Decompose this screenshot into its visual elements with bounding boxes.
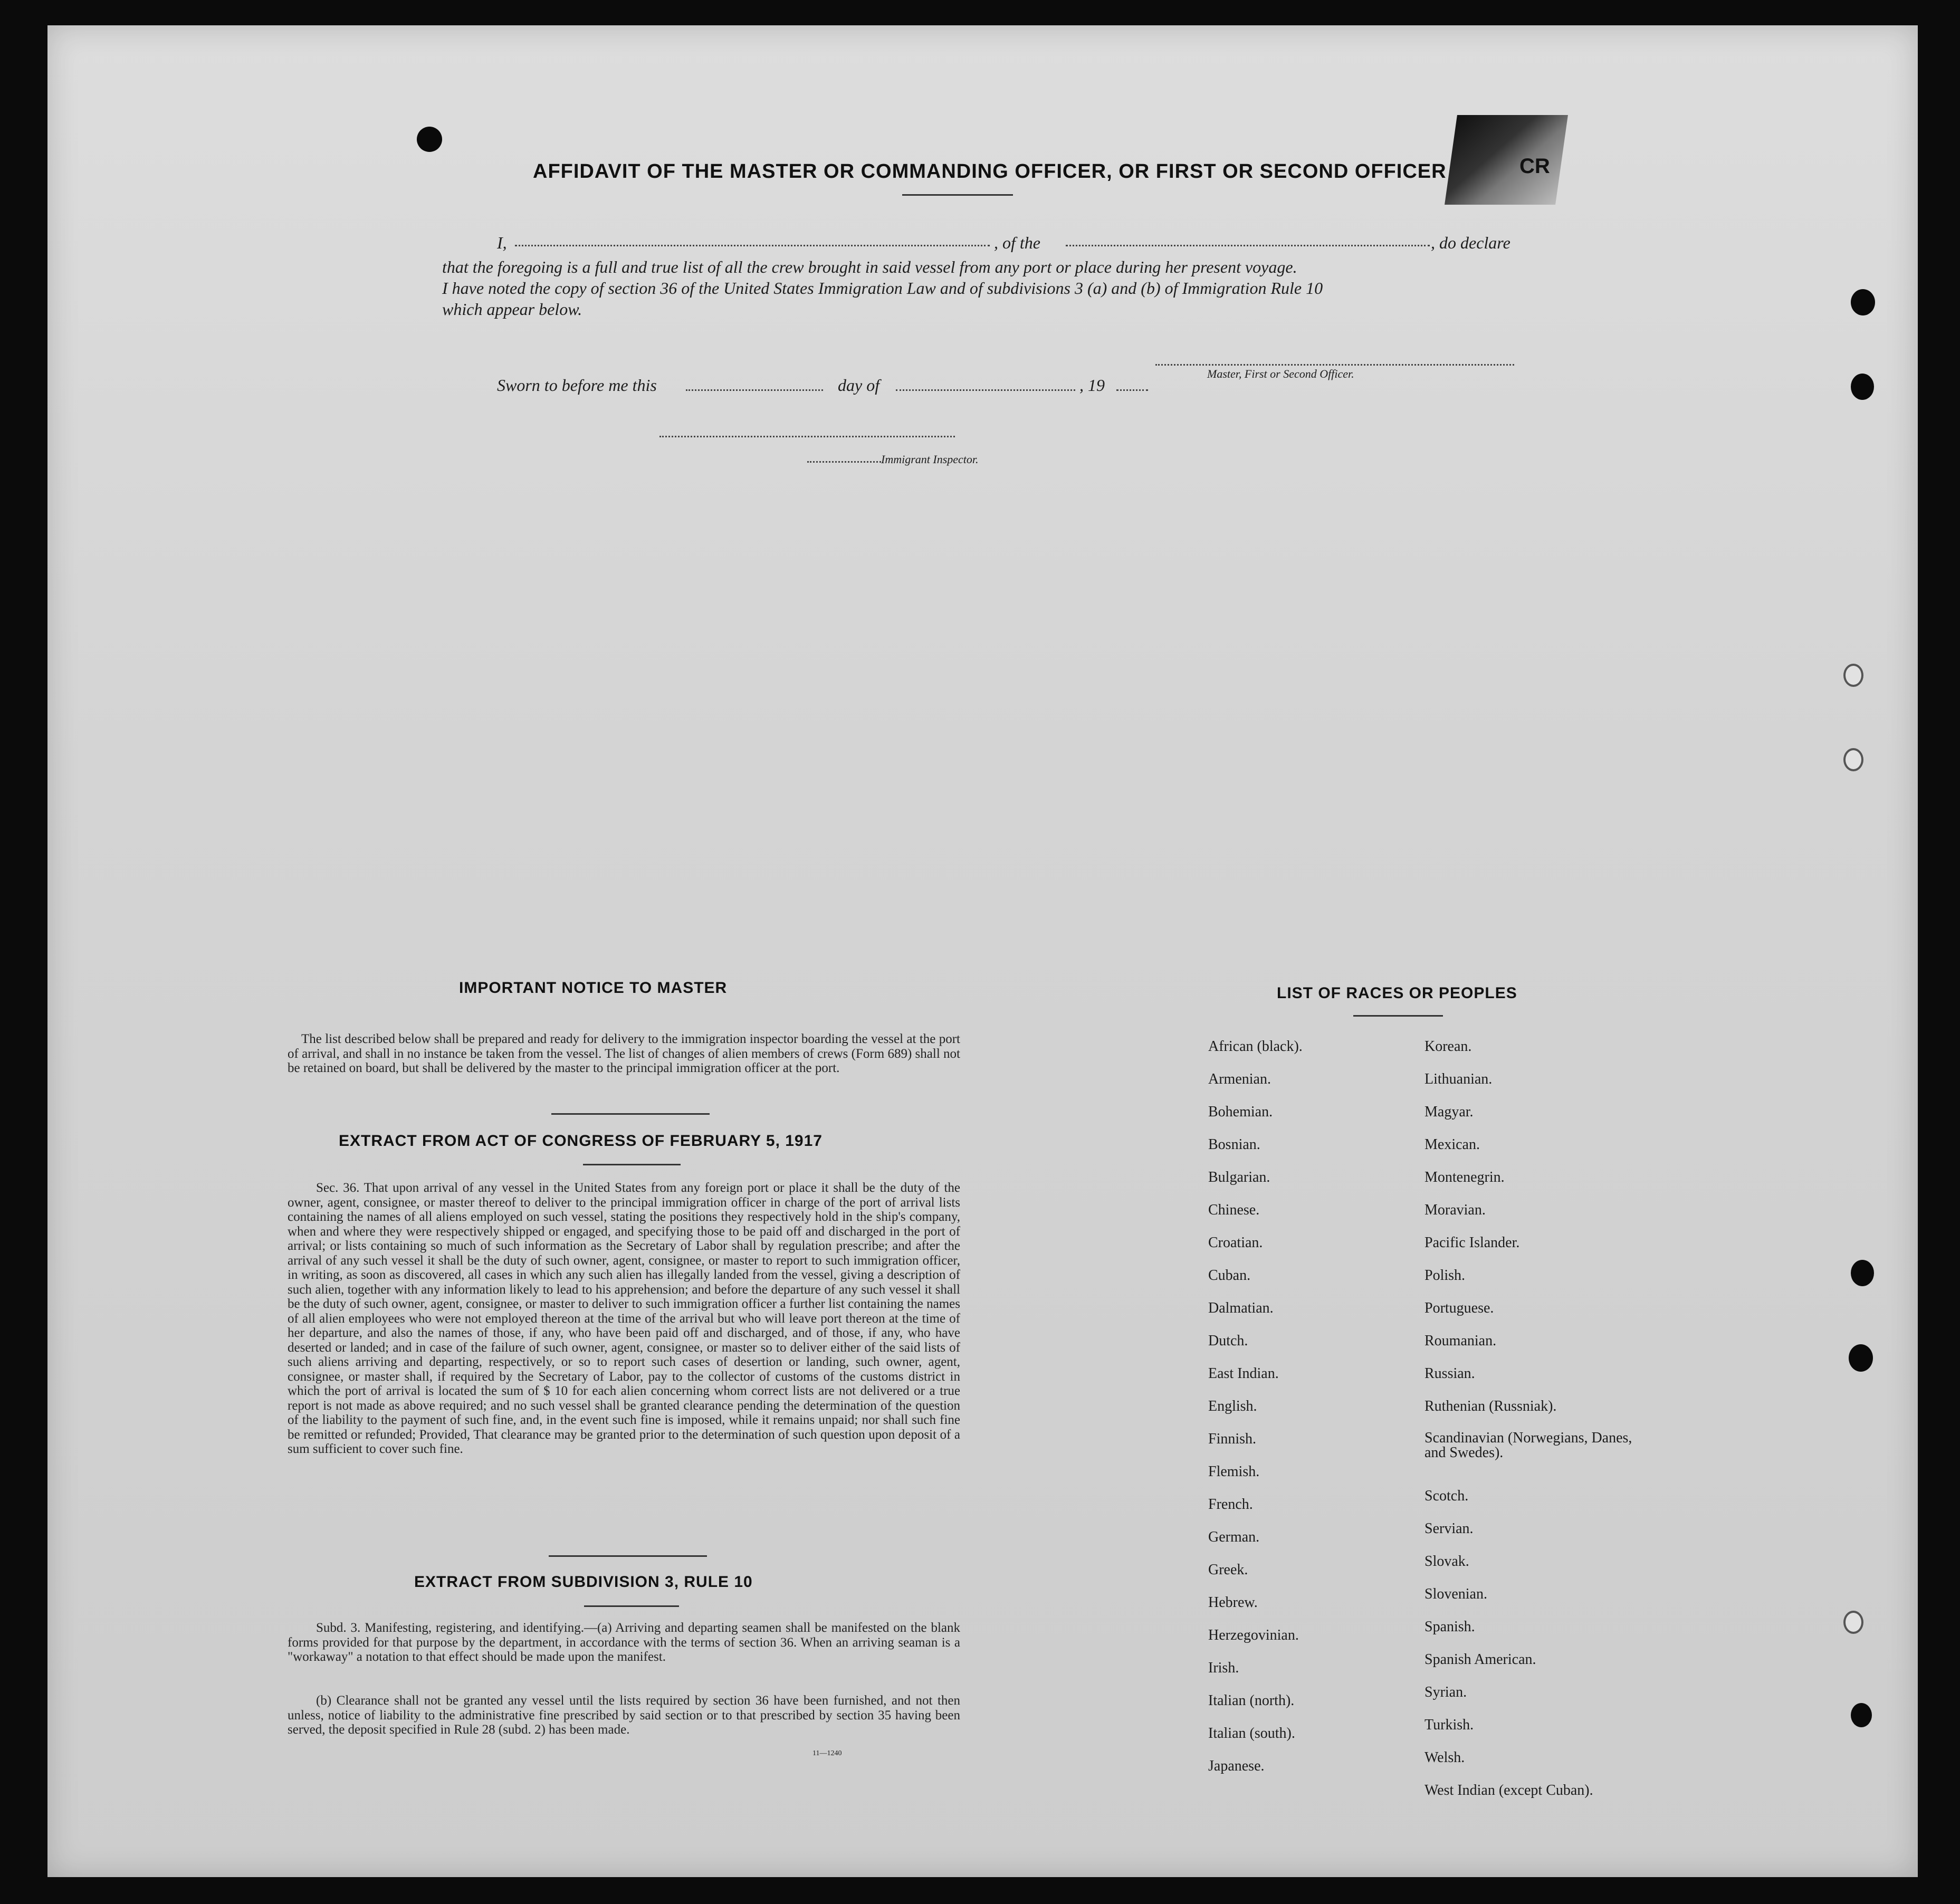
race-item: Chinese. <box>1208 1202 1260 1218</box>
rule10-text-b: (b) Clearance shall not be granted any vessel until the lists required by section 36 have been furnished, and not then unless, notice of liability to the administrative fine prescribed by said section or to that prescribed by section 35 having been served, the deposit specified in Rule 28 (subd. 2) has been made. <box>288 1693 960 1737</box>
race-item: Italian (south). <box>1208 1725 1295 1742</box>
race-item: Slovenian. <box>1424 1586 1487 1602</box>
affidavit-body-1: that the foregoing is a full and true list of all the crew brought in said vessel from any port or place during her present voyage. <box>442 257 1297 276</box>
race-item: African (black). <box>1208 1038 1303 1055</box>
race-item: Finnish. <box>1208 1431 1257 1447</box>
races-title: LIST OF RACES OR PEOPLES <box>1277 984 1517 1002</box>
race-item: French. <box>1208 1496 1253 1513</box>
race-item: Welsh. <box>1424 1749 1465 1766</box>
affidavit-body-3: which appear below. <box>442 300 582 319</box>
act-title: EXTRACT FROM ACT OF CONGRESS OF FEBRUARY 5, 1917 <box>339 1132 823 1150</box>
rule10-text-a: Subd. 3. Manifesting, registering, and identifying.—(a) Arriving and departing seamen shall be manifested on the blank forms provided for that purpose by the department, in accordance with the terms of section 36. When an arriving seaman is a "workaway" a notation to that effect should be made upon the manifest. <box>288 1621 960 1664</box>
inspector-signature-blank <box>659 436 955 437</box>
race-item: Cuban. <box>1208 1267 1251 1284</box>
form-number: 11—1240 <box>812 1749 842 1757</box>
race-item: Servian. <box>1424 1520 1474 1537</box>
binder-ring <box>1843 1611 1863 1634</box>
race-item: East Indian. <box>1208 1365 1279 1382</box>
notice-title: IMPORTANT NOTICE TO MASTER <box>459 979 728 997</box>
race-item: Korean. <box>1424 1038 1472 1055</box>
rule10-title: EXTRACT FROM SUBDIVISION 3, RULE 10 <box>414 1573 753 1591</box>
race-item: Montenegrin. <box>1424 1169 1505 1185</box>
race-item: German. <box>1208 1529 1260 1545</box>
race-item: Dutch. <box>1208 1333 1248 1349</box>
punch-hole <box>1849 1344 1873 1372</box>
name-blank <box>515 245 990 246</box>
race-item: Syrian. <box>1424 1684 1467 1700</box>
document-page <box>47 25 1918 1877</box>
race-item: Scotch. <box>1424 1488 1469 1504</box>
affidavit-body-2: I have noted the copy of section 36 of the United States Immigration Law and of subdivisions 3 (a) and (b) of Immigration Rule 10 <box>442 279 1323 298</box>
race-item: Scandinavian (Norwegians, Danes, and Swedes). <box>1424 1430 1632 1461</box>
race-item: Bulgarian. <box>1208 1169 1270 1185</box>
punch-hole <box>1851 1703 1872 1727</box>
race-item: Greek. <box>1208 1562 1248 1578</box>
binder-ring <box>1843 748 1863 771</box>
sworn-label: Sworn to before me this <box>497 376 657 395</box>
race-item: Armenian. <box>1208 1071 1271 1087</box>
race-item: Turkish. <box>1424 1717 1474 1733</box>
divider <box>549 1555 707 1557</box>
race-item: Flemish. <box>1208 1463 1260 1480</box>
race-item: Mexican. <box>1424 1136 1480 1153</box>
sworn-month-blank <box>896 389 1075 391</box>
year-prefix: , 19 <box>1079 376 1105 395</box>
punch-hole <box>1851 289 1875 315</box>
race-item: Pacific Islander. <box>1424 1235 1520 1251</box>
race-item: Portuguese. <box>1424 1300 1494 1316</box>
affidavit-do-declare: , do declare <box>1431 233 1510 252</box>
race-item: English. <box>1208 1398 1257 1414</box>
race-item: Italian (north). <box>1208 1692 1295 1709</box>
divider <box>902 194 1013 196</box>
punch-hole <box>1851 1260 1874 1286</box>
race-item: Croatian. <box>1208 1235 1263 1251</box>
race-item: Spanish American. <box>1424 1651 1536 1668</box>
binder-ring <box>1843 664 1863 687</box>
race-item: Magyar. <box>1424 1104 1474 1120</box>
corner-tag: CR <box>1519 155 1550 178</box>
race-item: Ruthenian (Russniak). <box>1424 1398 1557 1414</box>
punch-hole <box>1851 374 1874 400</box>
race-item: Bohemian. <box>1208 1104 1273 1120</box>
race-item: Herzegovinian. <box>1208 1627 1299 1643</box>
act-text: Sec. 36. That upon arrival of any vessel in the United States from any foreign port or place it shall be the duty of the owner, agent, consignee, or master thereof to deliver to the principal immigration officer in charge of the port of arrival lists containing the names of all aliens employed on such vessel, stating the positions they respectively hold in the ship's company, when and where they were respectively shipped or engaged, and specifying those to be paid off and discharged in the port of arrival; or lists containing so much of such information as the Secretary of Labor shall by regulation prescribe; and after the arrival of any such vessel it shall be the duty of such owner, agent, consignee, or master to report to such immigration officer, in writing, as soon as discovered, all cases in which any such alien has illegally landed from the vessel, giving a description of such alien, together with any information likely to lead to his apprehension; and before the departure of any such vessel it shall be the duty of such owner, agent, consignee, or master to deliver to such immigration officer a further list containing the names of all alien employees who were not employed thereon at the time of the arrival but who will leave port thereon at the time of her departure, and also the names of those, if any, who have been paid off and discharged, and of those, if any, who have deserted or landed; and in case of the failure of such owner, agent, consignee, or master so to deliver either of the said lists of such aliens arriving and departing, respectively, or so to report such cases of desertion or landing, such owner, agent, consignee, or master shall, if required by the Secretary of Labor, pay to the collector of customs of the customs district in which the port of arrival is located the sum of $ 10 for each alien concerning whom correct lists are not delivered or a true report is not made as above required; and no such vessel shall be granted clearance pending the determination of the question of the liability to the payment of such fine, and, in the event such fine is imposed, while it remains unpaid; nor shall such fine be remitted or refunded; Provided, That clearance may be granted prior to the determination of such question upon deposit of a sum sufficient to cover such fine. <box>288 1181 960 1456</box>
divider <box>584 1605 679 1607</box>
vessel-blank <box>1066 245 1430 246</box>
divider <box>583 1164 681 1165</box>
inspector-caption-lead <box>807 461 881 463</box>
master-signature-blank <box>1155 364 1514 366</box>
race-item: Lithuanian. <box>1424 1071 1493 1087</box>
day-of-label: day of <box>838 376 880 395</box>
affidavit-of-the: , of the <box>994 233 1040 252</box>
punch-hole <box>417 127 442 152</box>
race-item: Polish. <box>1424 1267 1466 1284</box>
race-item: Dalmatian. <box>1208 1300 1274 1316</box>
race-item: Hebrew. <box>1208 1594 1258 1611</box>
race-item: Japanese. <box>1208 1758 1265 1774</box>
notice-text: The list described below shall be prepared and ready for delivery to the immigration inspector boarding the vessel at the port of arrival, and shall in no instance be taken from the vessel. The list of changes of alien members of crews (Form 689) shall not be retained on board, but shall be delivered by the master to the principal immigration officer at the port. <box>288 1032 960 1075</box>
affidavit-i-label: I, <box>497 233 507 252</box>
divider <box>551 1113 710 1115</box>
race-item: Russian. <box>1424 1365 1475 1382</box>
inspector-caption: Immigrant Inspector. <box>881 453 979 466</box>
race-item: Bosnian. <box>1208 1136 1260 1153</box>
sworn-year-blank <box>1116 389 1148 391</box>
affidavit-title: AFFIDAVIT OF THE MASTER OR COMMANDING OFFICER, OR FIRST OR SECOND OFFICER <box>533 160 1447 183</box>
sworn-day-blank <box>686 389 823 391</box>
race-item: West Indian (except Cuban). <box>1424 1782 1593 1798</box>
master-caption: Master, First or Second Officer. <box>1207 367 1354 380</box>
race-item: Moravian. <box>1424 1202 1486 1218</box>
divider <box>1353 1015 1443 1017</box>
race-item: Spanish. <box>1424 1619 1475 1635</box>
race-item: Slovak. <box>1424 1553 1469 1570</box>
race-item: Irish. <box>1208 1660 1239 1676</box>
race-item: Roumanian. <box>1424 1333 1497 1349</box>
